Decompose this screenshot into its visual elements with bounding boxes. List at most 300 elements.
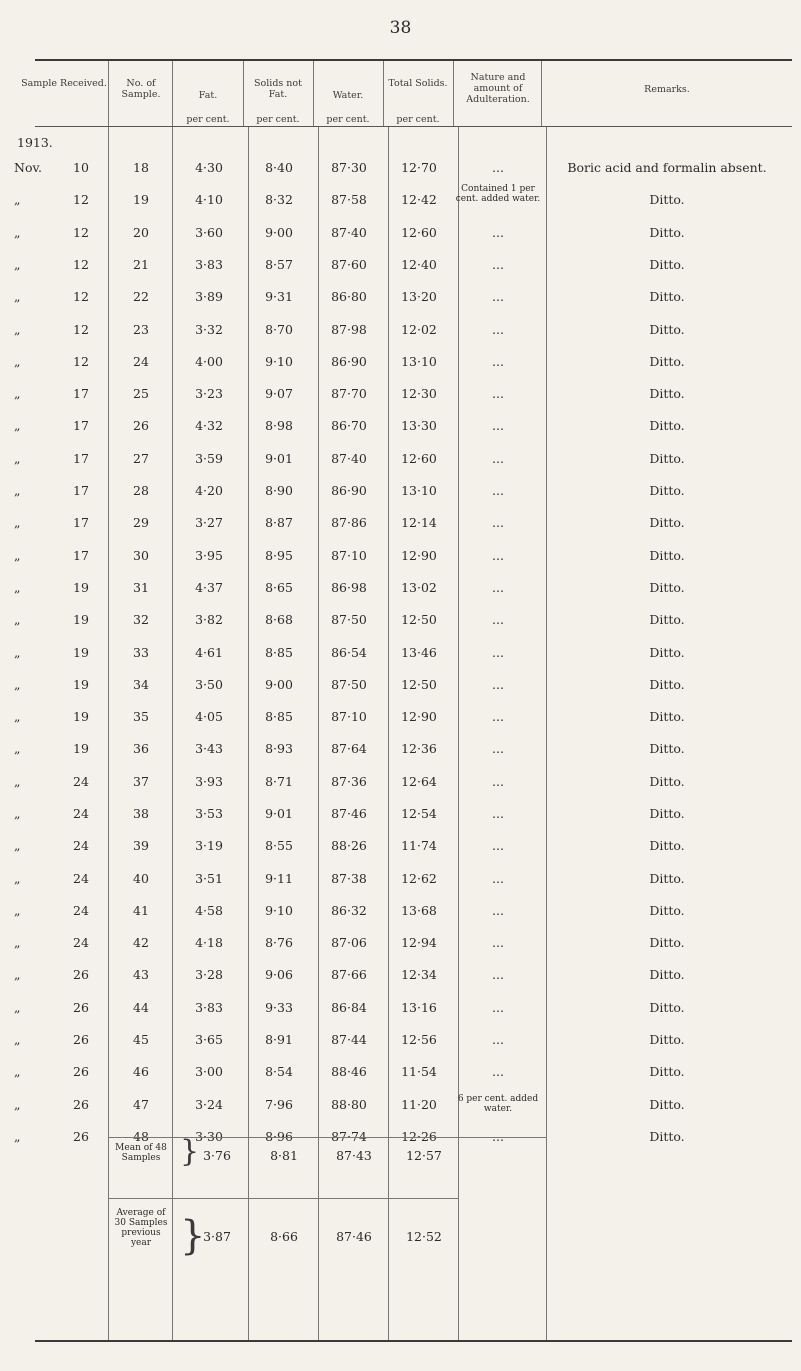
- header-divider: [243, 61, 244, 127]
- total-solids-value: 12·60: [401, 451, 437, 466]
- sample-number: 25: [133, 386, 149, 401]
- mean-water: 87·43: [336, 1148, 372, 1163]
- sample-number: 43: [133, 967, 149, 982]
- remarks-text: Ditto.: [649, 418, 685, 433]
- table-row: [0, 354, 801, 374]
- remarks-text: Boric acid and formalin absent.: [567, 160, 767, 175]
- total-solids-value: 12·36: [401, 741, 437, 756]
- table-row: [0, 677, 801, 697]
- water-value: 87·60: [331, 257, 367, 272]
- unit-solids: per cent.: [256, 114, 300, 125]
- water-value: 88·26: [331, 838, 367, 853]
- table-row: [0, 184, 801, 212]
- fat-value: 3·83: [195, 257, 223, 272]
- table-row: [0, 967, 801, 987]
- sample-number: 19: [133, 192, 149, 207]
- fat-value: 3·27: [195, 515, 223, 530]
- mean-fat: 3·76: [203, 1148, 231, 1163]
- average-solids: 8·66: [270, 1229, 298, 1244]
- solids-not-fat-value: 9·10: [265, 903, 293, 918]
- total-solids-value: 11·20: [401, 1097, 437, 1112]
- sample-number: 37: [133, 774, 149, 789]
- table-row: [0, 1094, 801, 1117]
- row-day: 26: [73, 1032, 89, 1047]
- sample-number: 46: [133, 1064, 149, 1079]
- sample-number: 34: [133, 677, 149, 692]
- header-divider: [541, 61, 542, 127]
- adulteration-note: ...: [492, 386, 504, 401]
- remarks-text: Ditto.: [649, 612, 685, 627]
- table-row: [0, 160, 801, 180]
- total-solids-value: 12·54: [401, 806, 437, 821]
- row-month: „: [14, 1032, 21, 1047]
- sample-number: 26: [133, 418, 149, 433]
- fat-value: 3·95: [195, 548, 223, 563]
- row-month: „: [14, 483, 21, 498]
- unit-fat: per cent.: [186, 114, 230, 125]
- adulteration-note: ...: [492, 483, 504, 498]
- row-month: „: [14, 386, 21, 401]
- adulteration-note: ...: [492, 225, 504, 240]
- total-solids-value: 12·50: [401, 677, 437, 692]
- row-day: 24: [73, 806, 89, 821]
- row-day: 17: [73, 451, 89, 466]
- adulteration-note: ...: [492, 645, 504, 660]
- table-row: [0, 483, 801, 503]
- total-solids-value: 13·68: [401, 903, 437, 918]
- fat-value: 3·19: [195, 838, 223, 853]
- header-divider: [313, 61, 314, 127]
- solids-not-fat-value: 9·06: [265, 967, 293, 982]
- adulteration-note: ...: [492, 322, 504, 337]
- fat-value: 3·65: [195, 1032, 223, 1047]
- year-label: 1913.: [17, 135, 53, 150]
- sample-number: 18: [133, 160, 149, 175]
- table-row: [0, 806, 801, 826]
- table-row: [0, 709, 801, 729]
- table-row: [0, 386, 801, 406]
- solids-not-fat-value: 8·32: [265, 192, 293, 207]
- total-solids-value: 12·34: [401, 967, 437, 982]
- sample-number: 38: [133, 806, 149, 821]
- row-month: „: [14, 612, 21, 627]
- table-row: [0, 515, 801, 535]
- row-month: „: [14, 677, 21, 692]
- unit-water: per cent.: [326, 114, 370, 125]
- solids-not-fat-value: 8·90: [265, 483, 293, 498]
- summary-middle-rule: [108, 1198, 458, 1199]
- solids-not-fat-value: 8·55: [265, 838, 293, 853]
- remarks-text: Ditto.: [649, 967, 685, 982]
- solids-not-fat-value: 8·76: [265, 935, 293, 950]
- row-day: 19: [73, 645, 89, 660]
- table-row: [0, 1064, 801, 1084]
- row-day: 12: [73, 322, 89, 337]
- header-divider: [453, 61, 454, 127]
- row-month: „: [14, 1097, 21, 1112]
- row-day: 17: [73, 515, 89, 530]
- remarks-text: Ditto.: [649, 1129, 685, 1144]
- row-day: 17: [73, 418, 89, 433]
- row-day: 24: [73, 774, 89, 789]
- row-month: „: [14, 935, 21, 950]
- table-row: [0, 225, 801, 245]
- fat-value: 3·23: [195, 386, 223, 401]
- adulteration-note: ...: [492, 612, 504, 627]
- table-row: [0, 838, 801, 858]
- remarks-text: Ditto.: [649, 838, 685, 853]
- adulteration-note: ...: [492, 871, 504, 886]
- sample-number: 42: [133, 935, 149, 950]
- total-solids-value: 13·20: [401, 289, 437, 304]
- row-day: 12: [73, 257, 89, 272]
- total-solids-value: 12·02: [401, 322, 437, 337]
- water-value: 86·80: [331, 289, 367, 304]
- table-row: [0, 741, 801, 761]
- average-fat: 3·87: [203, 1229, 231, 1244]
- total-solids-value: 12·62: [401, 871, 437, 886]
- water-value: 87·66: [331, 967, 367, 982]
- solids-not-fat-value: 8·68: [265, 612, 293, 627]
- water-value: 86·84: [331, 1000, 367, 1015]
- fat-value: 4·20: [195, 483, 223, 498]
- total-solids-value: 11·74: [401, 838, 437, 853]
- table-row: [0, 903, 801, 923]
- water-value: 87·44: [331, 1032, 367, 1047]
- sample-number: 24: [133, 354, 149, 369]
- total-solids-value: 13·30: [401, 418, 437, 433]
- adulteration-note: Contained 1 per cent. added water.: [455, 184, 541, 204]
- table-row: [0, 1032, 801, 1052]
- row-month: „: [14, 967, 21, 982]
- row-month: „: [14, 806, 21, 821]
- water-value: 87·40: [331, 451, 367, 466]
- bottom-rule: [35, 1340, 792, 1342]
- water-value: 87·38: [331, 871, 367, 886]
- remarks-text: Ditto.: [649, 1000, 685, 1015]
- water-value: 86·54: [331, 645, 367, 660]
- water-value: 88·46: [331, 1064, 367, 1079]
- header-bottom-rule: [35, 126, 792, 127]
- solids-not-fat-value: 9·10: [265, 354, 293, 369]
- remarks-text: Ditto.: [649, 806, 685, 821]
- solids-not-fat-value: 9·01: [265, 806, 293, 821]
- row-day: 26: [73, 1064, 89, 1079]
- adulteration-note: ...: [492, 806, 504, 821]
- fat-value: 3·83: [195, 1000, 223, 1015]
- fat-value: 4·05: [195, 709, 223, 724]
- water-value: 87·06: [331, 935, 367, 950]
- total-solids-value: 12·30: [401, 386, 437, 401]
- row-day: 24: [73, 935, 89, 950]
- solids-not-fat-value: 8·85: [265, 645, 293, 660]
- adulteration-note: ...: [492, 580, 504, 595]
- solids-not-fat-value: 8·57: [265, 257, 293, 272]
- remarks-text: Ditto.: [649, 515, 685, 530]
- row-day: 19: [73, 612, 89, 627]
- row-day: 26: [73, 1129, 89, 1144]
- water-value: 86·98: [331, 580, 367, 595]
- header-divider: [172, 61, 173, 127]
- fat-value: 3·28: [195, 967, 223, 982]
- adulteration-note: 6 per cent. added water.: [457, 1094, 539, 1114]
- solids-not-fat-value: 8·91: [265, 1032, 293, 1047]
- water-value: 86·32: [331, 903, 367, 918]
- row-month: Nov.: [14, 160, 43, 175]
- water-value: 86·90: [331, 483, 367, 498]
- solids-not-fat-value: 8·65: [265, 580, 293, 595]
- row-month: „: [14, 838, 21, 853]
- row-day: 12: [73, 354, 89, 369]
- table-row: [0, 871, 801, 891]
- row-day: 10: [73, 160, 89, 175]
- row-month: „: [14, 1064, 21, 1079]
- mean-label: Mean of 48 Samples: [115, 1143, 167, 1163]
- remarks-text: Ditto.: [649, 1097, 685, 1112]
- row-month: „: [14, 289, 21, 304]
- mean-solids: 8·81: [270, 1148, 298, 1163]
- table-row: [0, 645, 801, 665]
- water-value: 87·86: [331, 515, 367, 530]
- total-solids-value: 12·94: [401, 935, 437, 950]
- fat-value: 4·18: [195, 935, 223, 950]
- water-value: 87·74: [331, 1129, 367, 1144]
- solids-not-fat-value: 8·40: [265, 160, 293, 175]
- adulteration-note: ...: [492, 967, 504, 982]
- row-month: „: [14, 418, 21, 433]
- fat-value: 3·60: [195, 225, 223, 240]
- row-day: 26: [73, 1000, 89, 1015]
- header-nature-of-adulteration: Nature and amount of Adulteration.: [466, 72, 530, 105]
- row-month: „: [14, 1129, 21, 1144]
- header-remarks: Remarks.: [644, 84, 690, 95]
- total-solids-value: 13·46: [401, 645, 437, 660]
- sample-number: 20: [133, 225, 149, 240]
- remarks-text: Ditto.: [649, 935, 685, 950]
- average-water: 87·46: [336, 1229, 372, 1244]
- adulteration-note: ...: [492, 515, 504, 530]
- remarks-text: Ditto.: [649, 483, 685, 498]
- total-solids-value: 12·64: [401, 774, 437, 789]
- remarks-text: Ditto.: [649, 774, 685, 789]
- remarks-text: Ditto.: [649, 451, 685, 466]
- row-month: „: [14, 322, 21, 337]
- total-solids-value: 11·54: [401, 1064, 437, 1079]
- row-month: „: [14, 774, 21, 789]
- adulteration-note: ...: [492, 741, 504, 756]
- fat-value: 4·58: [195, 903, 223, 918]
- top-rule: [35, 59, 792, 61]
- total-solids-value: 12·90: [401, 548, 437, 563]
- table-row: [0, 580, 801, 600]
- table-row: [0, 418, 801, 438]
- sample-number: 21: [133, 257, 149, 272]
- water-value: 87·64: [331, 741, 367, 756]
- header-divider: [383, 61, 384, 127]
- row-day: 19: [73, 580, 89, 595]
- total-solids-value: 12·60: [401, 225, 437, 240]
- total-solids-value: 12·40: [401, 257, 437, 272]
- remarks-text: Ditto.: [649, 741, 685, 756]
- water-value: 87·36: [331, 774, 367, 789]
- remarks-text: Ditto.: [649, 580, 685, 595]
- row-month: „: [14, 225, 21, 240]
- solids-not-fat-value: 8·96: [265, 1129, 293, 1144]
- sample-number: 47: [133, 1097, 149, 1112]
- row-month: „: [14, 645, 21, 660]
- solids-not-fat-value: 9·01: [265, 451, 293, 466]
- header-solids-not-fat: Solids not Fat.: [254, 78, 302, 100]
- row-day: 24: [73, 838, 89, 853]
- sample-number: 35: [133, 709, 149, 724]
- total-solids-value: 12·90: [401, 709, 437, 724]
- header-no-of-sample: No. of Sample.: [121, 78, 161, 100]
- fat-value: 3·59: [195, 451, 223, 466]
- adulteration-note: ...: [492, 289, 504, 304]
- adulteration-note: ...: [492, 451, 504, 466]
- solids-not-fat-value: 9·11: [265, 871, 293, 886]
- sample-number: 33: [133, 645, 149, 660]
- header-total-solids: Total Solids.: [388, 78, 448, 89]
- row-day: 24: [73, 903, 89, 918]
- water-value: 87·98: [331, 322, 367, 337]
- sample-number: 40: [133, 871, 149, 886]
- sample-number: 31: [133, 580, 149, 595]
- sample-number: 29: [133, 515, 149, 530]
- water-value: 87·40: [331, 225, 367, 240]
- adulteration-note: ...: [492, 709, 504, 724]
- remarks-text: Ditto.: [649, 322, 685, 337]
- remarks-text: Ditto.: [649, 257, 685, 272]
- row-month: „: [14, 257, 21, 272]
- fat-value: 3·50: [195, 677, 223, 692]
- average-label: Average of 30 Samples previous year: [114, 1208, 168, 1248]
- remarks-text: Ditto.: [649, 709, 685, 724]
- brace: }: [180, 1134, 200, 1169]
- brace: }: [180, 1213, 206, 1259]
- fat-value: 4·37: [195, 580, 223, 595]
- sample-number: 36: [133, 741, 149, 756]
- fat-value: 4·00: [195, 354, 223, 369]
- remarks-text: Ditto.: [649, 645, 685, 660]
- row-month: „: [14, 548, 21, 563]
- table-row: [0, 548, 801, 568]
- solids-not-fat-value: 8·85: [265, 709, 293, 724]
- row-day: 12: [73, 192, 89, 207]
- solids-not-fat-value: 8·70: [265, 322, 293, 337]
- water-value: 87·70: [331, 386, 367, 401]
- total-solids-value: 12·56: [401, 1032, 437, 1047]
- fat-value: 4·61: [195, 645, 223, 660]
- water-value: 87·50: [331, 677, 367, 692]
- total-solids-value: 13·16: [401, 1000, 437, 1015]
- adulteration-note: ...: [492, 677, 504, 692]
- total-solids-value: 12·26: [401, 1129, 437, 1144]
- fat-value: 3·89: [195, 289, 223, 304]
- row-month: „: [14, 515, 21, 530]
- adulteration-note: ...: [492, 935, 504, 950]
- table-row: [0, 774, 801, 794]
- row-month: „: [14, 451, 21, 466]
- fat-value: 3·43: [195, 741, 223, 756]
- adulteration-note: ...: [492, 354, 504, 369]
- mean-total: 12·57: [406, 1148, 442, 1163]
- total-solids-value: 13·10: [401, 354, 437, 369]
- total-solids-value: 12·14: [401, 515, 437, 530]
- row-day: 19: [73, 677, 89, 692]
- solids-not-fat-value: 8·93: [265, 741, 293, 756]
- summary-top-rule: [108, 1137, 546, 1138]
- adulteration-note: ...: [492, 838, 504, 853]
- solids-not-fat-value: 8·95: [265, 548, 293, 563]
- adulteration-note: ...: [492, 548, 504, 563]
- remarks-text: Ditto.: [649, 871, 685, 886]
- adulteration-note: ...: [492, 1000, 504, 1015]
- solids-not-fat-value: 9·31: [265, 289, 293, 304]
- remarks-text: Ditto.: [649, 903, 685, 918]
- remarks-text: Ditto.: [649, 192, 685, 207]
- fat-value: 3·53: [195, 806, 223, 821]
- adulteration-note: ...: [492, 160, 504, 175]
- sample-number: 28: [133, 483, 149, 498]
- remarks-text: Ditto.: [649, 289, 685, 304]
- adulteration-note: ...: [492, 1129, 504, 1144]
- sample-number: 44: [133, 1000, 149, 1015]
- header-fat: Fat.: [198, 90, 218, 101]
- fat-value: 4·32: [195, 418, 223, 433]
- total-solids-value: 12·50: [401, 612, 437, 627]
- row-day: 17: [73, 483, 89, 498]
- water-value: 86·90: [331, 354, 367, 369]
- row-day: 26: [73, 1097, 89, 1112]
- row-day: 19: [73, 741, 89, 756]
- total-solids-value: 13·10: [401, 483, 437, 498]
- fat-value: 3·24: [195, 1097, 223, 1112]
- fat-value: 4·10: [195, 192, 223, 207]
- water-value: 87·58: [331, 192, 367, 207]
- table-row: [0, 451, 801, 471]
- fat-value: 3·93: [195, 774, 223, 789]
- table-row: [0, 1000, 801, 1020]
- water-value: 87·30: [331, 160, 367, 175]
- header-sample-received: Sample Received.: [21, 78, 107, 89]
- solids-not-fat-value: 8·71: [265, 774, 293, 789]
- water-value: 86·70: [331, 418, 367, 433]
- sample-number: 27: [133, 451, 149, 466]
- solids-not-fat-value: 9·07: [265, 386, 293, 401]
- page-number: 38: [389, 18, 412, 38]
- row-day: 19: [73, 709, 89, 724]
- sample-number: 48: [133, 1129, 149, 1144]
- row-month: „: [14, 709, 21, 724]
- total-solids-value: 12·42: [401, 192, 437, 207]
- solids-not-fat-value: 8·98: [265, 418, 293, 433]
- header-water: Water.: [332, 90, 364, 101]
- row-day: 12: [73, 289, 89, 304]
- remarks-text: Ditto.: [649, 225, 685, 240]
- fat-value: 4·30: [195, 160, 223, 175]
- row-day: 26: [73, 967, 89, 982]
- table-row: [0, 935, 801, 955]
- row-month: „: [14, 903, 21, 918]
- fat-value: 3·00: [195, 1064, 223, 1079]
- solids-not-fat-value: 8·87: [265, 515, 293, 530]
- row-month: „: [14, 871, 21, 886]
- fat-value: 3·51: [195, 871, 223, 886]
- water-value: 87·10: [331, 548, 367, 563]
- sample-number: 39: [133, 838, 149, 853]
- fat-value: 3·30: [195, 1129, 223, 1144]
